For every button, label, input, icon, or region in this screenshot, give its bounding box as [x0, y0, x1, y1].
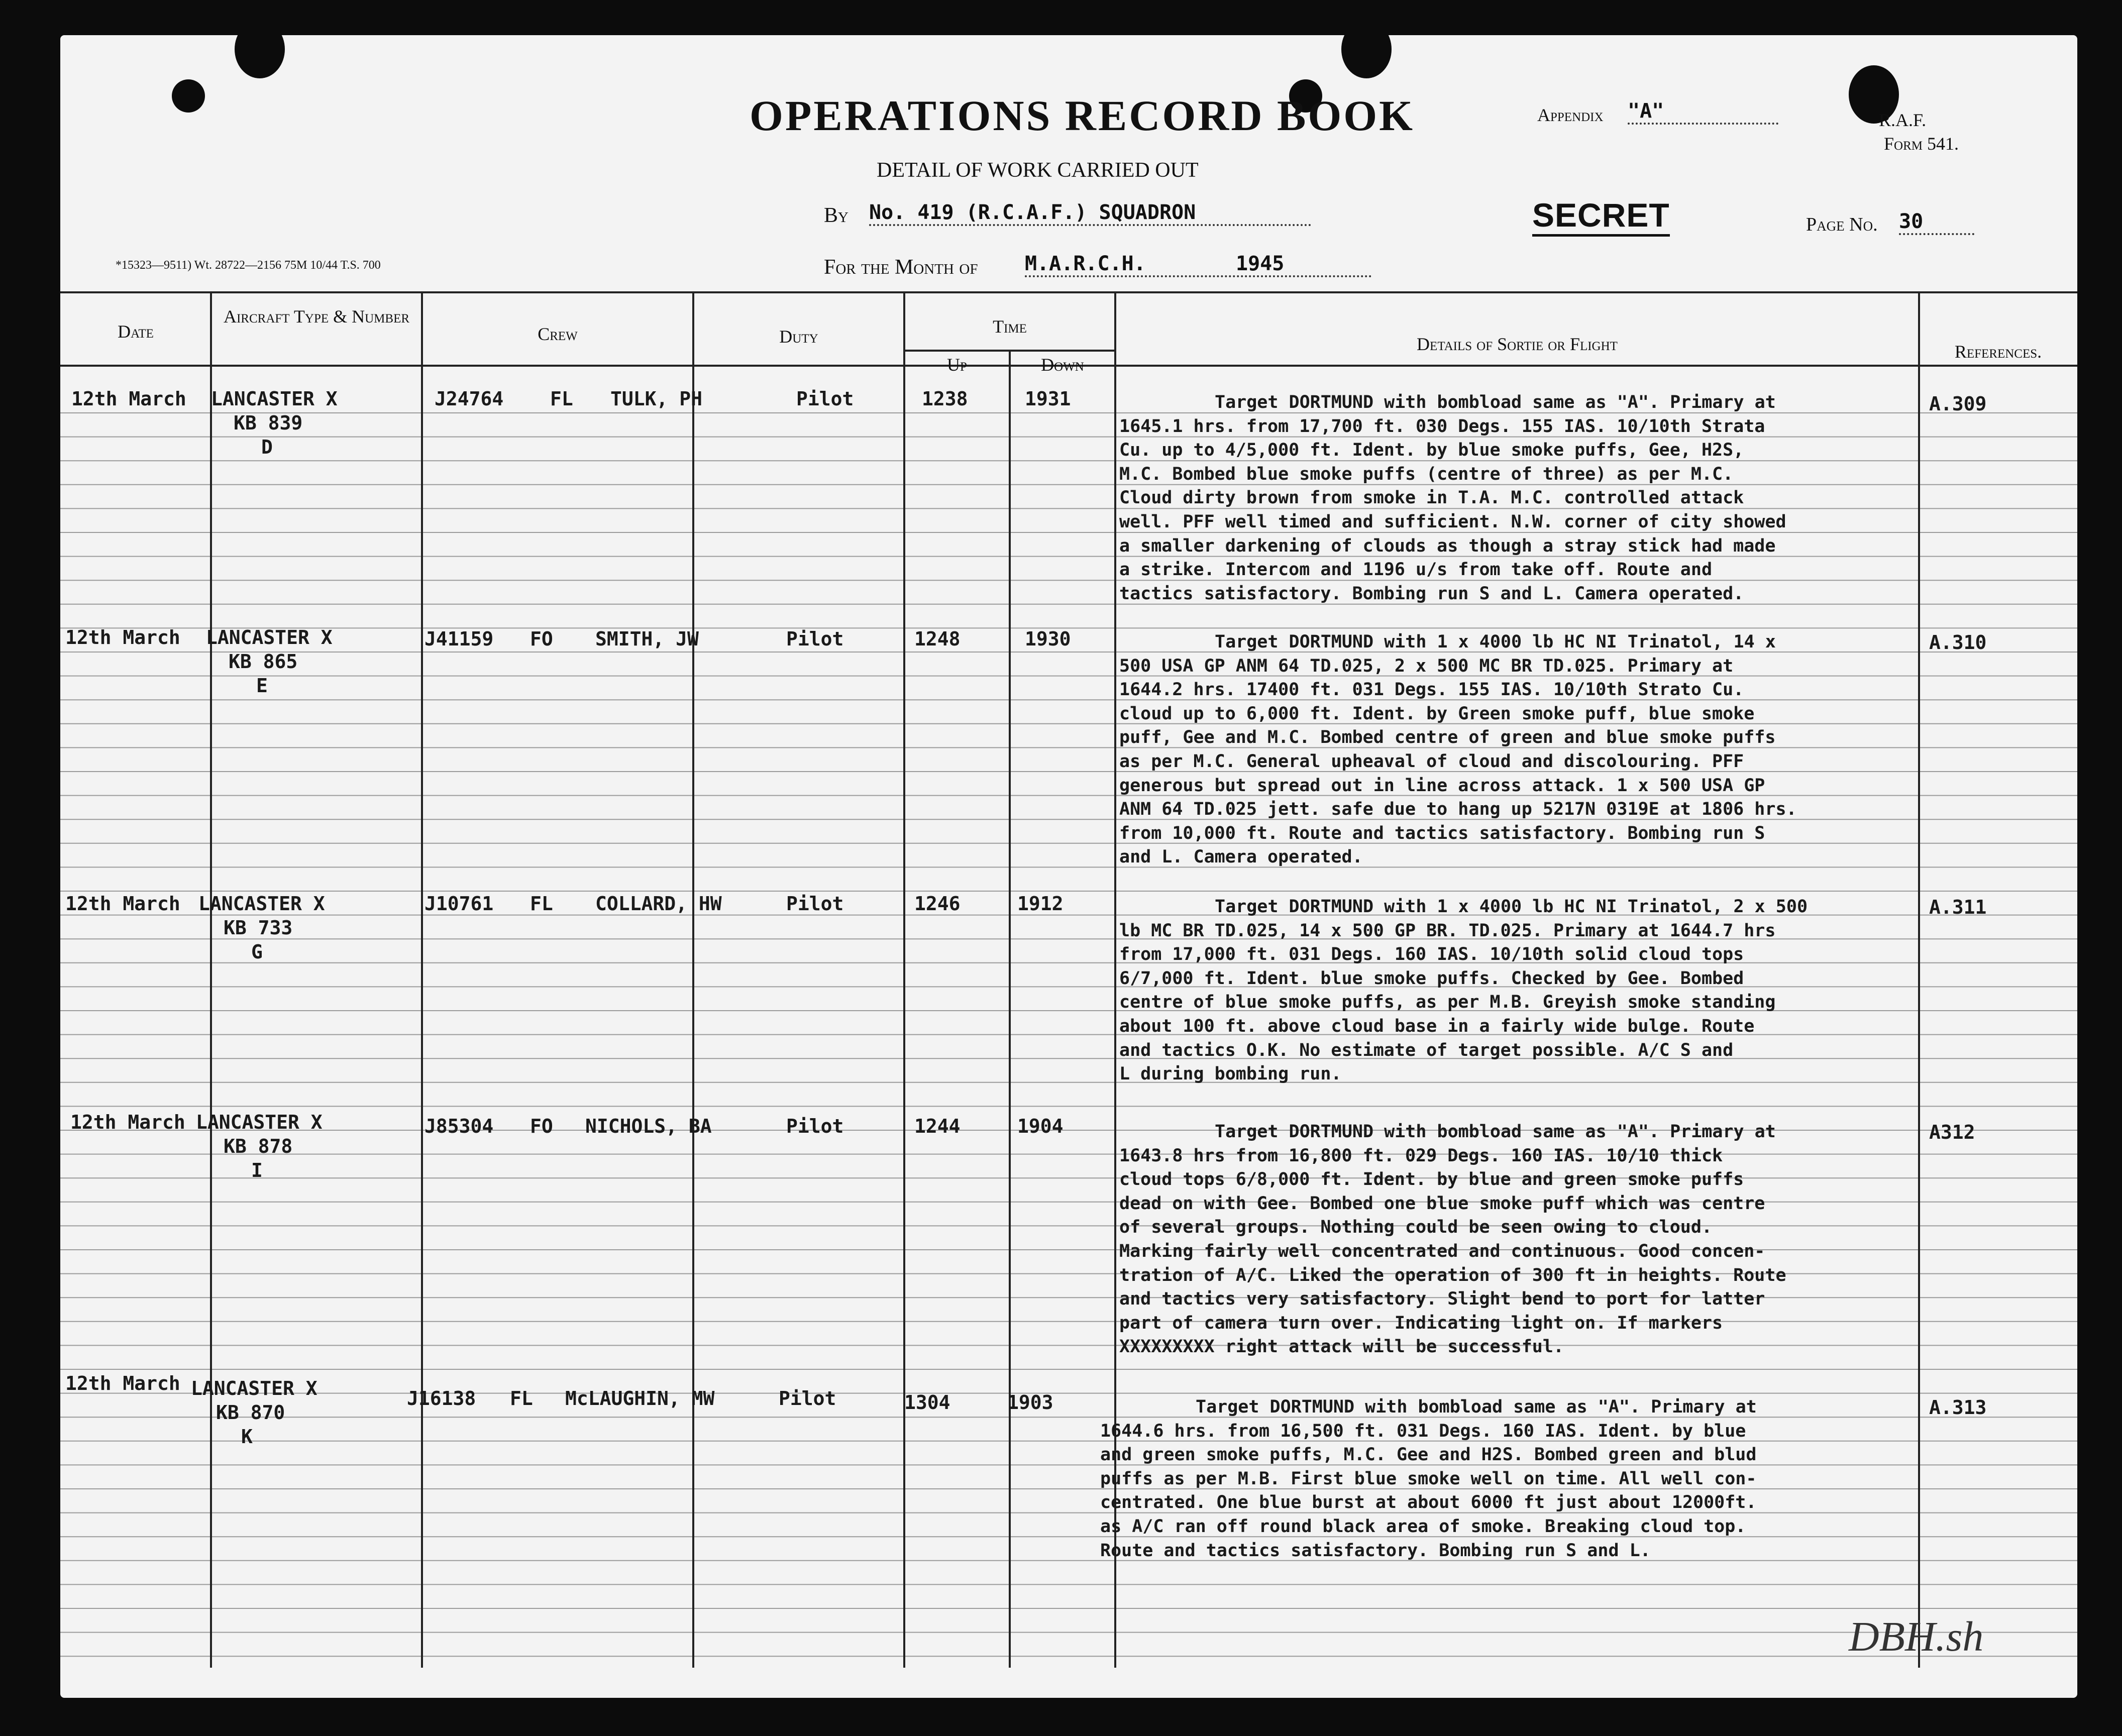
aircraft-letter: I	[251, 1159, 263, 1181]
aircraft-type: LANCASTER X	[191, 1377, 317, 1399]
aircraft-type: LANCASTER X	[211, 388, 338, 410]
details-line: XXXXXXXXX right attack will be successful.	[1119, 1337, 1564, 1357]
time-down: 1903	[1007, 1391, 1053, 1414]
details-line: centre of blue smoke puffs, as per M.B. Greyish smoke standing	[1119, 992, 1776, 1013]
aircraft-number: KB 865	[229, 650, 298, 673]
year-value: 1945	[1236, 252, 1285, 275]
details-line: 500 USA GP ANM 64 TD.025, 2 x 500 MC BR TD.025. Primary at	[1119, 656, 1734, 676]
details-line: Target DORTMUND with bombload same as "A". Primary at	[1215, 1122, 1776, 1142]
time-up: 1304	[904, 1391, 950, 1414]
details-line: and green smoke puffs, M.C. Gee and H2S. Bombed green and blud	[1100, 1445, 1757, 1465]
by-label: By	[824, 204, 848, 227]
form-number: Form 541.	[1884, 134, 1959, 154]
aircraft-type: LANCASTER X	[206, 626, 333, 648]
details-line: puff, Gee and M.C. Bombed centre of green and blue smoke puffs	[1119, 727, 1776, 748]
entry-date: 12th March	[65, 893, 180, 915]
secret-stamp: SECRET	[1532, 196, 1670, 237]
reference: A312	[1929, 1121, 1975, 1143]
details-line: tactics satisfactory. Bombing run S and L. Camera operated.	[1119, 583, 1744, 604]
details-line: cloud tops 6/8,000 ft. Ident. by blue and green smoke puffs	[1119, 1169, 1744, 1190]
aircraft-letter: K	[241, 1426, 253, 1448]
details-line: puffs as per M.B. First blue smoke well on time. All well con-	[1100, 1468, 1757, 1489]
details-line: 1644.2 hrs. 17400 ft. 031 Degs. 155 IAS. 10/10th Strato Cu.	[1119, 680, 1744, 700]
details-line: as A/C ran off round black area of smoke. Breaking cloud top.	[1100, 1516, 1746, 1537]
details-line: 1644.6 hrs. from 16,500 ft. 031 Degs. 160 IAS. Ident. by blue	[1100, 1421, 1746, 1441]
duty: Pilot	[786, 1115, 844, 1137]
appendix-label: Appendix	[1537, 105, 1604, 125]
crew-name: McLAUGHIN, MW	[565, 1387, 715, 1409]
crew-name: NICHOLS, BA	[585, 1115, 712, 1137]
details-line: and tactics O.K. No estimate of target possible. A/C S and	[1119, 1040, 1734, 1060]
details-line: L during bombing run.	[1119, 1064, 1342, 1084]
signature-initials: DBH.sh	[1849, 1613, 1984, 1660]
column-header-references: References.	[1954, 342, 2042, 362]
crew-service-number: J16138	[407, 1387, 476, 1409]
details-line: about 100 ft. above cloud base in a fairly wide bulge. Route	[1119, 1016, 1755, 1036]
aircraft-type: LANCASTER X	[198, 893, 325, 915]
details-line: Cloud dirty brown from smoke in T.A. M.C. controlled attack	[1119, 488, 1744, 508]
entry-date: 12th March	[65, 626, 180, 648]
aircraft-letter: E	[256, 675, 268, 697]
details-line: part of camera turn over. Indicating light on. If markers	[1119, 1313, 1723, 1333]
details-line: Target DORTMUND with bombload same as "A". Primary at	[1196, 1397, 1757, 1417]
details-line: Target DORTMUND with 1 x 4000 lb HC NI Trinatol, 14 x	[1215, 632, 1776, 652]
details-line: Route and tactics satisfactory. Bombing run S and L.	[1100, 1540, 1651, 1561]
crew-name: SMITH, JW	[595, 628, 699, 650]
details-line: Cu. up to 4/5,000 ft. Ident. by blue smoke puffs, Gee, H2S,	[1119, 440, 1744, 461]
details-line: lb MC BR TD.025, 14 x 500 GP BR. TD.025. Primary at 1644.7 hrs	[1119, 920, 1776, 941]
crew-rank: FL	[550, 388, 573, 410]
crew-service-number: J24764	[435, 388, 504, 410]
reference: A.310	[1929, 631, 1987, 654]
time-down: 1904	[1017, 1115, 1064, 1137]
column-header-aircraft: Aircraft Type & Number	[223, 306, 410, 327]
month-value: M.A.R.C.H.	[1025, 252, 1371, 277]
crew-name: COLLARD, HW	[595, 893, 722, 915]
crew-service-number: J10761	[425, 893, 494, 915]
aircraft-type: LANCASTER X	[196, 1111, 323, 1133]
details-line: from 17,000 ft. 031 Degs. 160 IAS. 10/10th solid cloud tops	[1119, 944, 1744, 965]
details-line: 1645.1 hrs. from 17,700 ft. 030 Degs. 155 IAS. 10/10th Strata	[1119, 416, 1765, 437]
time-down: 1931	[1025, 388, 1071, 410]
column-header-date: Date	[118, 321, 154, 342]
sortie-details	[1119, 895, 1927, 1087]
column-header-time: Time	[993, 316, 1027, 337]
time-down: 1912	[1017, 893, 1064, 915]
record-sheet	[60, 35, 2077, 1698]
details-line: from 10,000 ft. Route and tactics satisfactory. Bombing run S	[1119, 823, 1765, 843]
details-line: M.C. Bombed blue smoke puffs (centre of three) as per M.C.	[1119, 464, 1734, 484]
page-title: OPERATIONS RECORD BOOK	[750, 91, 1415, 140]
appendix-value: "A"	[1628, 99, 1778, 125]
details-line: centrated. One blue burst at about 6000 ft just about 12000ft.	[1100, 1492, 1757, 1513]
details-line: Target DORTMUND with 1 x 4000 lb HC NI Trinatol, 2 x 500	[1215, 897, 1808, 917]
time-down: 1930	[1025, 628, 1071, 650]
details-line: a strike. Intercom and 1196 u/s from take off. Route and	[1119, 560, 1713, 580]
entry-date: 12th March	[70, 1111, 185, 1133]
sortie-details	[1119, 391, 1927, 606]
page-number-label: Page No.	[1806, 214, 1878, 235]
details-line: tration of A/C. Liked the operation of 300 ft in heights. Route	[1119, 1265, 1786, 1285]
crew-name: TULK, PH	[610, 388, 703, 410]
crew-service-number: J41159	[425, 628, 494, 650]
duty: Pilot	[796, 388, 854, 410]
details-line: well. PFF well timed and sufficient. N.W. corner of city showed	[1119, 511, 1786, 532]
details-line: generous but spread out in line across attack. 1 x 500 USA GP	[1119, 775, 1765, 796]
details-line: and L. Camera operated.	[1119, 847, 1363, 867]
details-line: ANM 64 TD.025 jett. safe due to hang up 5217N 0319E at 1806 hrs.	[1119, 799, 1797, 820]
aircraft-number: KB 878	[224, 1135, 293, 1157]
sortie-details	[1119, 630, 1927, 870]
details-line: a smaller darkening of clouds as though a stray stick had made	[1119, 535, 1776, 556]
entry-date: 12th March	[71, 388, 186, 410]
details-line: dead on with Gee. Bombed one blue smoke puff which was centre	[1119, 1193, 1765, 1214]
reference: A.313	[1929, 1396, 1987, 1419]
crew-rank: FO	[530, 1115, 553, 1137]
page-subtitle: DETAIL OF WORK CARRIED OUT	[877, 159, 1199, 182]
time-up: 1244	[914, 1115, 961, 1137]
column-header-duty: Duty	[779, 327, 818, 347]
aircraft-number: KB 870	[216, 1401, 285, 1424]
duty: Pilot	[779, 1387, 836, 1409]
reference: A.309	[1929, 393, 1987, 415]
details-line: 1643.8 hrs from 16,800 ft. 029 Degs. 160 IAS. 10/10 thick	[1119, 1145, 1723, 1166]
reference: A.311	[1929, 896, 1987, 918]
column-header-crew: Crew	[538, 324, 578, 344]
column-header-up: Up	[947, 355, 967, 375]
details-line: cloud up to 6,000 ft. Ident. by Green smoke puff, blue smoke	[1119, 703, 1755, 724]
crew-rank: FL	[530, 893, 553, 915]
sortie-details	[1100, 1395, 1908, 1563]
aircraft-letter: D	[261, 436, 273, 458]
duty: Pilot	[786, 628, 844, 650]
page-number: 30	[1899, 210, 1974, 235]
month-label: For the Month of	[824, 256, 978, 279]
details-line: 6/7,000 ft. Ident. blue smoke puffs. Checked by Gee. Bombed	[1119, 968, 1744, 989]
print-code: *15323—9511) Wt. 28722—2156 75M 10/44 T.S. 700	[116, 259, 381, 272]
crew-rank: FO	[530, 628, 553, 650]
sortie-details	[1119, 1120, 1927, 1359]
aircraft-number: KB 733	[224, 917, 293, 939]
details-line: Target DORTMUND with bombload same as "A". Primary at	[1215, 392, 1776, 412]
crew-rank: FL	[510, 1387, 533, 1409]
time-up: 1248	[914, 628, 961, 650]
crew-service-number: J85304	[425, 1115, 494, 1137]
form-label: R.A.F.	[1879, 110, 1927, 130]
time-up: 1246	[914, 893, 961, 915]
duty: Pilot	[786, 893, 844, 915]
squadron-name: No. 419 (R.C.A.F.) SQUADRON	[869, 201, 1311, 226]
aircraft-letter: G	[251, 941, 263, 963]
details-line: of several groups. Nothing could be seen owing to cloud.	[1119, 1217, 1713, 1238]
column-header-details: Details of Sortie or Flight	[1417, 334, 1618, 354]
details-line: as per M.C. General upheaval of cloud and discolouring. PFF	[1119, 751, 1744, 772]
details-line: Marking fairly well concentrated and continuous. Good concen-	[1119, 1241, 1765, 1261]
entry-date: 12th March	[65, 1372, 180, 1394]
column-header-down: Down	[1041, 355, 1084, 375]
aircraft-number: KB 839	[234, 412, 303, 434]
details-line: and tactics very satisfactory. Slight bend to port for latter	[1119, 1289, 1765, 1310]
time-up: 1238	[922, 388, 968, 410]
